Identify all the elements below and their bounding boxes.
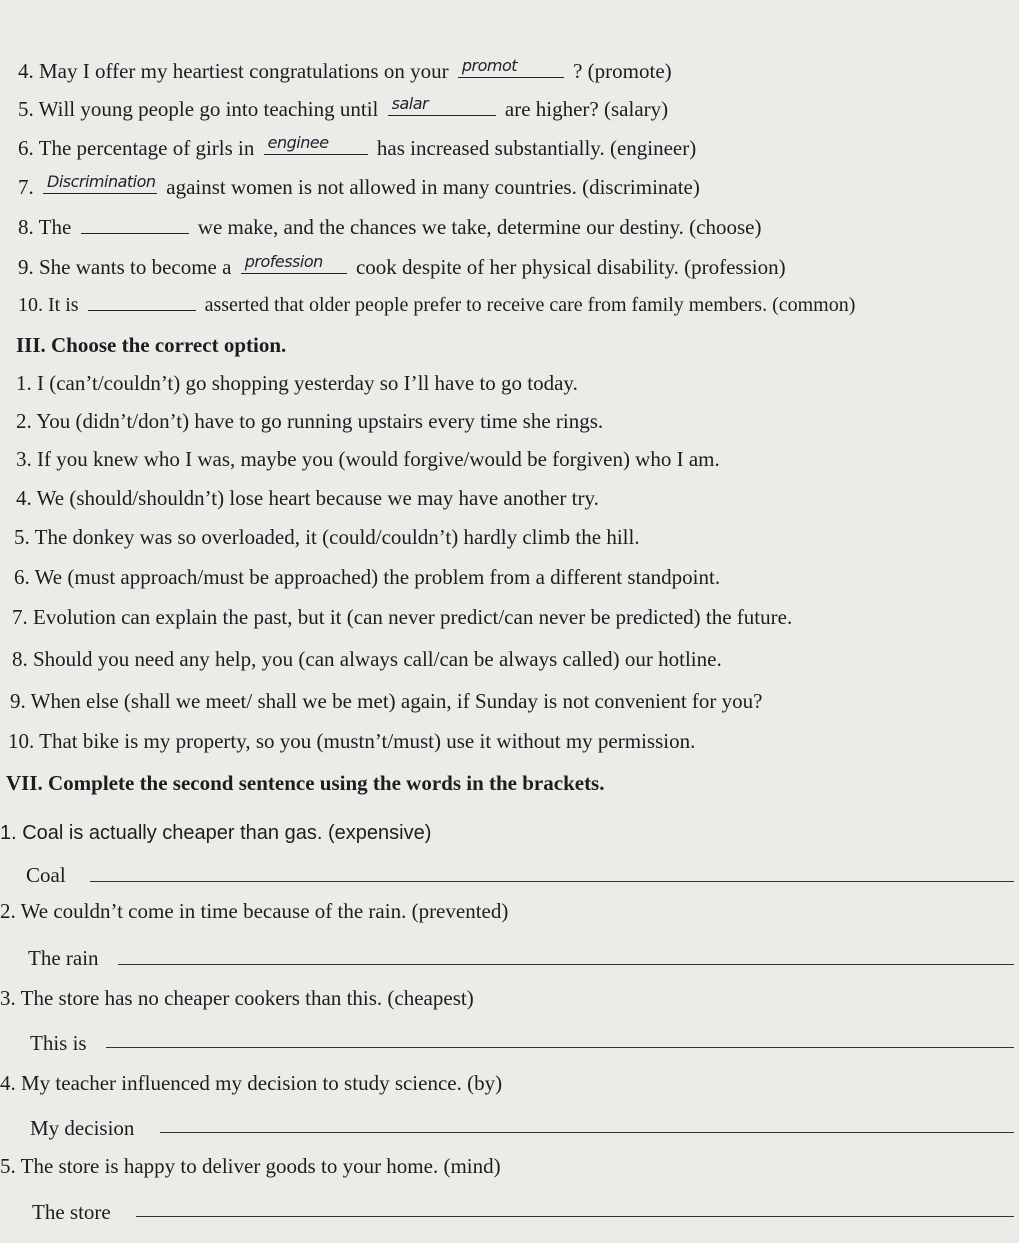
fill-item-9: 9. She wants to become a profession cook despite of her physical disability. (profession)	[18, 252, 786, 279]
answer-blank[interactable]	[81, 215, 189, 234]
rewrite-prompt: 5. The store is happy to deliver goods to your home. (mind)	[0, 1154, 501, 1178]
fill-item-8: 8. The we make, and the chances we take, determine our destiny. (choose)	[18, 215, 762, 239]
choice-item: 3. If you knew who I was, maybe you (would forgive/would be forgiven) who I am.	[16, 447, 720, 471]
fill-item-5: 5. Will young people go into teaching until salar are higher? (salary)	[18, 94, 669, 121]
rewrite-start: This is	[30, 1031, 87, 1055]
rewrite-prompt: 2. We couldn’t come in time because of the rain. (prevented)	[0, 899, 509, 923]
answer-blank[interactable]: enginee	[264, 136, 368, 155]
answer-blank[interactable]: Discrimination	[43, 175, 157, 194]
fill-item-7: 7. Discrimination against women is not allowed in many countries. (discriminate)	[18, 172, 700, 199]
choice-item: 8. Should you need any help, you (can always call/can be always called) our hotline.	[12, 647, 722, 671]
choice-item: 1. I (can’t/couldn’t) go shopping yesterday so I’ll have to go today.	[16, 371, 578, 395]
answer-blank[interactable]	[88, 292, 196, 311]
answer-blank[interactable]: salar	[388, 97, 496, 116]
choice-item: 4. We (should/shouldn’t) lose heart because we may have another try.	[16, 486, 599, 510]
rewrite-start: My decision	[30, 1116, 135, 1140]
choice-item: 2. You (didn’t/don’t) have to go running upstairs every time she rings.	[16, 409, 604, 433]
section-vii-heading: VII. Complete the second sentence using the words in the brackets.	[6, 771, 605, 795]
fill-item-6: 6. The percentage of girls in enginee has increased substantially. (engineer)	[18, 133, 697, 160]
rewrite-start: Coal	[26, 863, 66, 887]
choice-item: 5. The donkey was so overloaded, it (could/couldn’t) hardly climb the hill.	[14, 525, 640, 549]
fill-item-4: 4. May I offer my heartiest congratulations on your promot ? (promote)	[18, 56, 672, 83]
rewrite-answer-line[interactable]	[106, 1046, 1014, 1048]
rewrite-answer-line[interactable]	[160, 1131, 1014, 1133]
choice-item: 10. That bike is my property, so you (mustn’t/must) use it without my permission.	[8, 729, 696, 753]
answer-blank[interactable]: profession	[241, 255, 347, 274]
fill-item-10: 10. It is asserted that older people prefer to receive care from family members. (common)	[18, 294, 856, 316]
rewrite-prompt: 1. Coal is actually cheaper than gas. (expensive)	[0, 822, 432, 844]
section-iii-heading: III. Choose the correct option.	[16, 333, 287, 357]
rewrite-answer-line[interactable]	[136, 1215, 1014, 1217]
rewrite-prompt: 4. My teacher influenced my decision to study science. (by)	[0, 1071, 503, 1095]
answer-blank[interactable]: promot	[458, 59, 564, 78]
choice-item: 9. When else (shall we meet/ shall we be met) again, if Sunday is not convenient for you?	[10, 689, 763, 713]
rewrite-prompt: 3. The store has no cheaper cookers than this. (cheapest)	[0, 986, 474, 1010]
rewrite-start: The store	[32, 1200, 111, 1224]
choice-item: 6. We (must approach/must be approached) the problem from a different standpoint.	[14, 565, 721, 589]
rewrite-answer-line[interactable]	[90, 880, 1014, 882]
rewrite-answer-line[interactable]	[118, 963, 1014, 965]
choice-item: 7. Evolution can explain the past, but it (can never predict/can never be predicted) the future.	[12, 605, 793, 629]
rewrite-start: The rain	[28, 946, 99, 970]
